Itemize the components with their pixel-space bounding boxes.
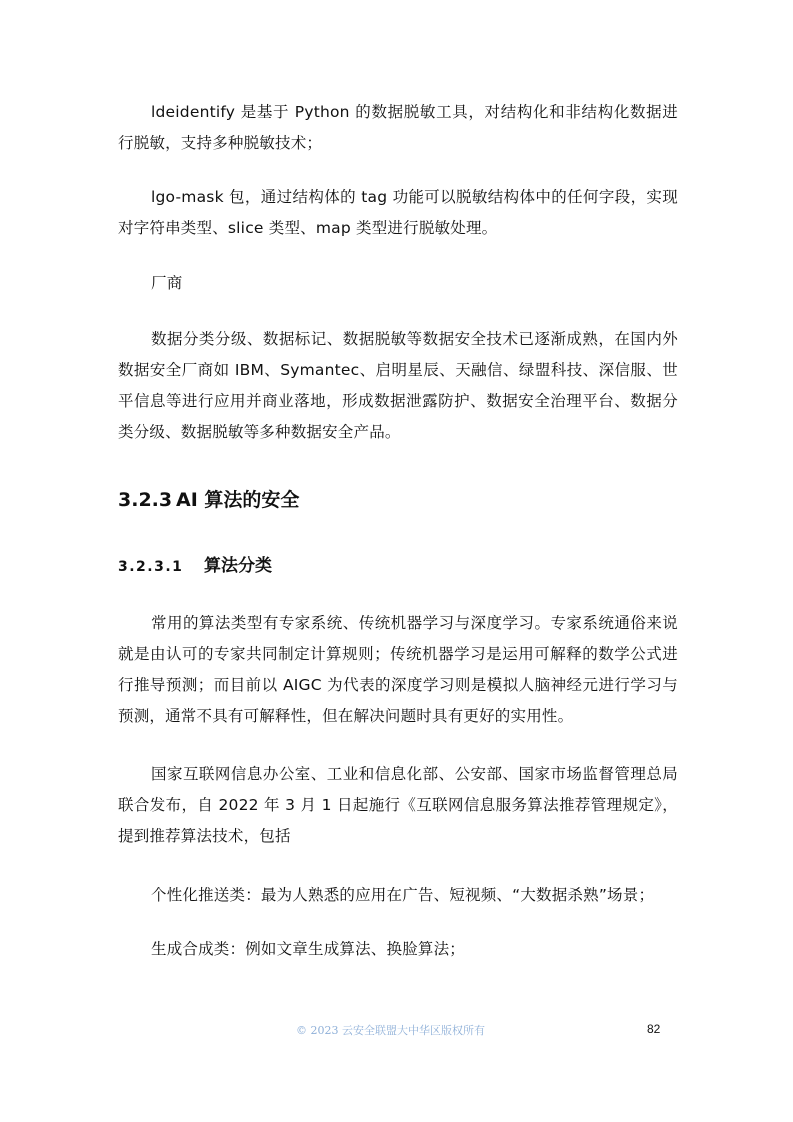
- subsection-title: 算法分类: [204, 556, 272, 576]
- page-footer: [0, 1022, 793, 1040]
- section-number: 3.2.3: [118, 489, 173, 511]
- paragraph-lgo-mask: lgo-mask 包，通过结构体的 tag 功能可以脱敏结构体中的任何字段，实现对字符串类型、slice 类型、map 类型进行脱敏处理。: [118, 188, 678, 237]
- page-number: 82: [647, 1022, 661, 1036]
- paragraph-vendors-label: 厂商: [151, 274, 183, 292]
- subsection-number: 3.2.3.1: [118, 559, 184, 575]
- section-heading: [118, 485, 299, 512]
- paragraph-vendors: 数据分类分级、数据标记、数据脱敏等数据安全技术已逐渐成熟，在国内外数据安全厂商如 IBM、Symantec、启明星辰、天融信、绿盟科技、深信服、世平信息等进行应用并商业落地，形成数据泄露防护、数据安全治理平台、数据分类分级、数据脱敏等多种数据安全产品。: [118, 330, 678, 441]
- paragraph-personalized-push: 个性化推送类：最为人熟悉的应用在广告、短视频、“大数据杀熟”场景；: [151, 886, 655, 904]
- section-title: AI 算法的安全: [176, 489, 300, 511]
- paragraph-ldeidentify: ldeidentify 是基于 Python 的数据脱敏工具，对结构化和非结构化数据进行脱敏，支持多种脱敏技术；: [118, 103, 678, 152]
- paragraph-generative: 生成合成类：例如文章生成算法、换脸算法；: [151, 940, 466, 958]
- paragraph-regulation: 国家互联网信息办公室、工业和信息化部、公安部、国家市场监督管理总局联合发布，自 2022 年 3 月 1 日起施行《互联网信息服务算法推荐管理规定》，提到推荐算法技术，包括: [118, 765, 678, 845]
- paragraph-algorithm-types: 常用的算法类型有专家系统、传统机器学习与深度学习。专家系统通俗来说就是由认可的专家共同制定计算规则；传统机器学习是运用可解释的数学公式进行推导预测；而目前以 AIGC 为代表的深度学习则是模拟人脑神经元进行学习与预测，通常不具有可解释性，但在解决问题时具有更好的实用性。: [118, 614, 678, 725]
- subsection-heading: [118, 551, 272, 576]
- copyright-notice: © 2023 云安全联盟大中华区版权所有: [296, 1024, 485, 1037]
